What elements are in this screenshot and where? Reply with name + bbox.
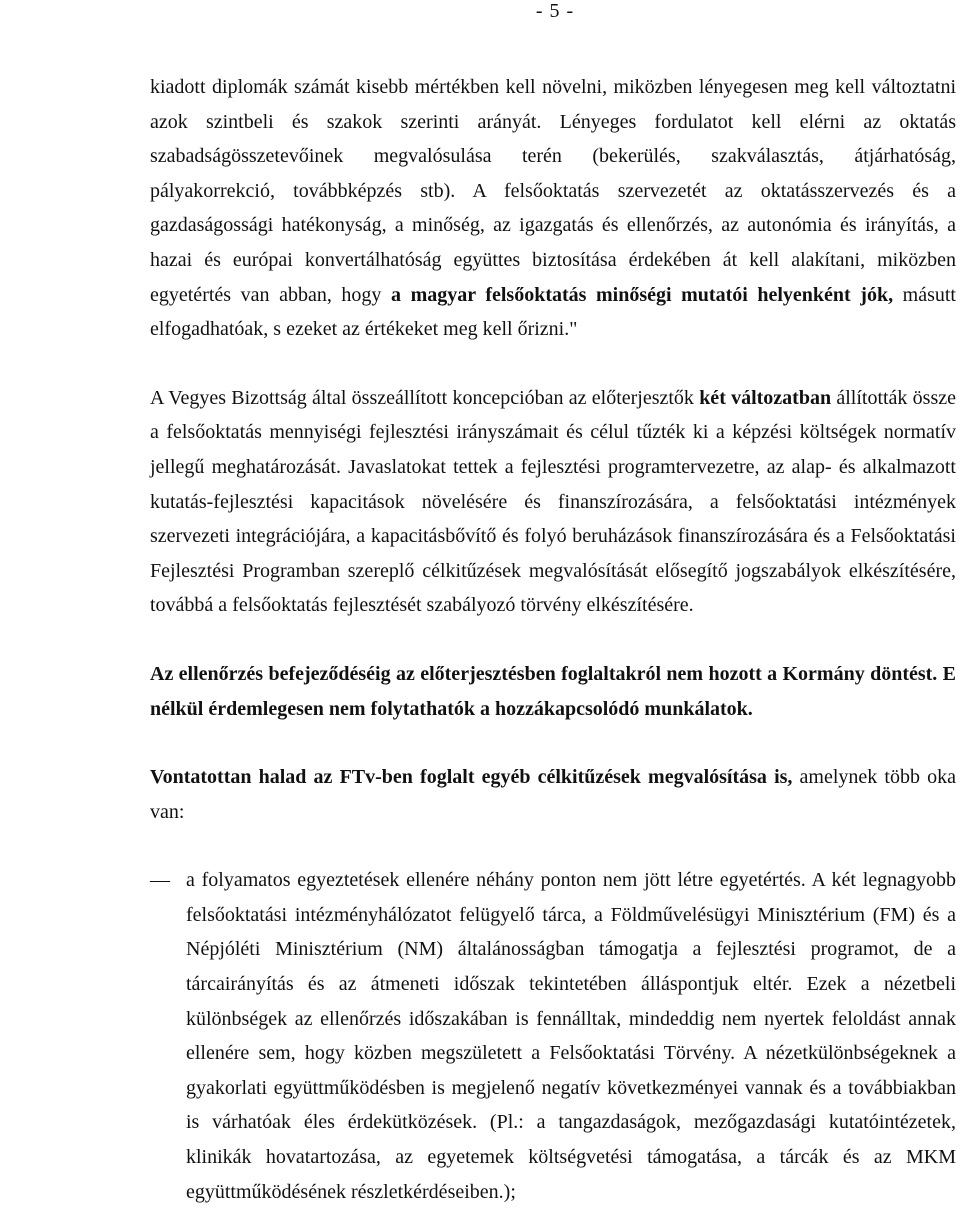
page-number: - 5 - [535, 0, 575, 22]
list-dash: — [150, 869, 170, 892]
paragraph-4 [150, 760, 956, 829]
paragraph-2-end: állították össze a felsőoktatás mennyiségi fejlesztési irányszámait és célul tűzték ki a képzési költségek normatív jellegű meghatározását. Javaslatokat tettek a fejlesztési programtervezetre, az alap- és alkalmazott kutatás-fejlesztési kapacitások növelésére és finanszírozására, a felsőoktatási intézmények szervezeti integrációjára, a kapacitásbővítő és folyó beruházások finanszírozására és a Felsőoktatási Fejlesztési Programban szereplő célkitűzések megvalósítását elősegítő jogszabályok elkészítésére, továbbá a felsőoktatás fejlesztését szabályozó törvény elkészítésére. [150, 386, 956, 617]
document-body [150, 70, 956, 1209]
paragraph-4-emphasis: Vontatottan halad az FTv-ben foglalt egyéb célkitűzések megvalósítása is, [150, 766, 793, 789]
paragraph-2 [150, 381, 956, 623]
paragraph-1-end: másutt elfogadhatóak, s ezeket az értékeket meg kell őrizni." [150, 283, 956, 341]
paragraph-4-end: amelynek több oka van: [150, 766, 956, 823]
paragraph-1 [150, 70, 956, 347]
paragraph-3: Az ellenőrzés befejeződéséig az előterjesztésben foglaltakról nem hozott a Kormány döntést. E nélkül érdemlegesen nem folytathatók a hozzákapcsolódó munkálatok. [150, 662, 956, 720]
list-item-text: a folyamatos egyeztetések ellenére néhány ponton nem jött létre egyetértés. A két legnagyobb felsőoktatási intézményhálózatot felügyelő tárca, a Földművelésügyi Minisztérium (FM) és a Népjóléti Minisztérium (NM) általánosságban támogatja a fejlesztési programot, de a tárcairányítás és az átmeneti időszak tekintetében álláspontjuk eltér. Ezek a nézetbeli különbségek az ellenőrzés időszakában is fennálltak, mindeddig nem nyertek feloldást annak ellenére sem, hogy közben megszületett a Felsőoktatási Törvény. A nézetkülönbségeknek a gyakorlati együttműködésben is megjelenő negatív következményei vannak és a továbbiakban is várhatóak éles érdekütközések. (Pl.: a tangazdaságok, mezőgazdasági kutatóintézetek, klinikák hovatartozása, az egyetemek költségvetési támogatása, a tárcák és az MKM együttműködésének részletkérdéseiben.); [186, 869, 956, 1203]
paragraph-2-emphasis: két változatban [699, 386, 832, 409]
list-item [150, 863, 956, 1209]
paragraph-1-text: kiadott diplomák számát kisebb mértékben kell növelni, miközben lényegesen meg kell változtatni azok szintbeli és szakok szerinti arányát. Lényeges fordulatot kell elérni az oktatás szabadságösszetevőinek megvalósulása terén (bekerülés, szakválasztás, átjárhatóság, pályakorrekció, továbbképzés stb). A felsőoktatás szervezetét az oktatásszervezés és a gazdaságossági hatékonyság, a minőség, az igazgatás és ellenőrzés, az autonómia és irányítás, a hazai és európai konvertálhatóság együttes biztosítása érdekében át kell alakítani, miközben egyetértés van abban, hogy [150, 76, 956, 306]
paragraph-2-start: A Vegyes Bizottság által összeállított koncepcióban az előterjesztők [150, 386, 700, 409]
paragraph-1-emphasis: a magyar felsőoktatás minőségi mutatói helyenként jók, [391, 283, 894, 306]
